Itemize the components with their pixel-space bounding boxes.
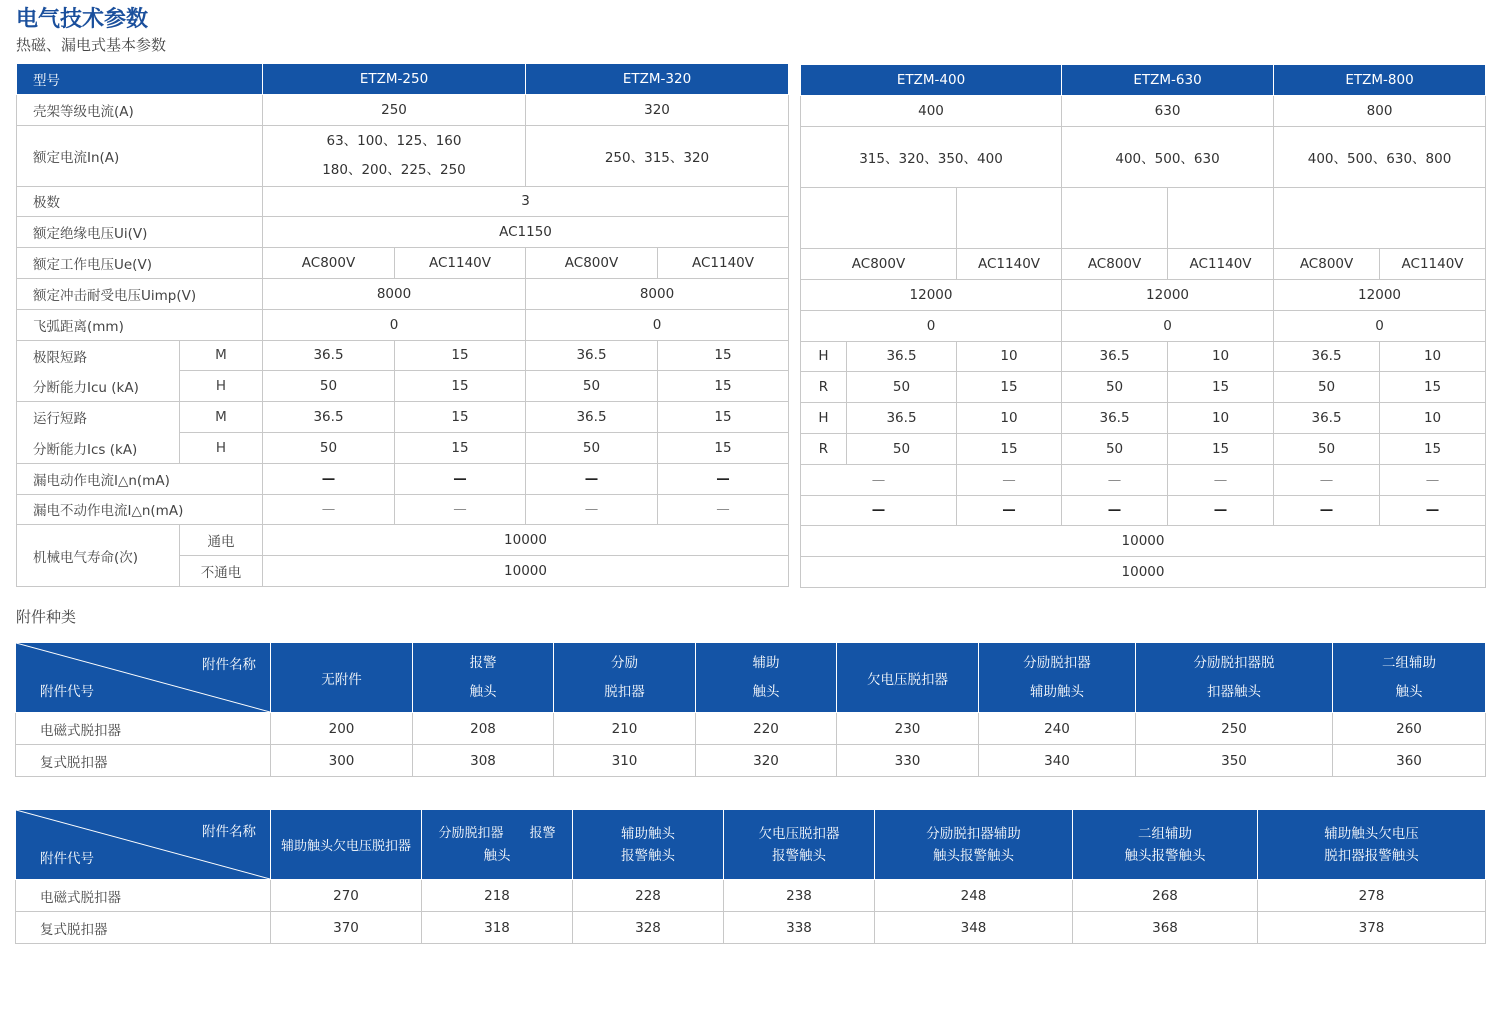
row-label: 电磁式脱扣器 — [16, 713, 271, 745]
cell-type: M — [180, 402, 263, 433]
table-row — [17, 402, 789, 433]
cell-type: H — [801, 341, 847, 372]
table-row — [16, 912, 1486, 944]
table-row — [17, 494, 789, 525]
cell: 3 — [263, 186, 789, 217]
cell-line: 63、100、125、160 — [326, 132, 462, 149]
table-row — [16, 880, 1486, 912]
header-line: 报警触头 — [772, 847, 826, 864]
row-label: 飞弧距离(mm) — [17, 309, 263, 340]
table-row — [801, 372, 1486, 403]
cell: — — [1168, 495, 1274, 526]
header-line: 辅助触头欠电压 — [1324, 825, 1419, 842]
cell: 400 — [801, 95, 1062, 126]
cell — [1274, 187, 1486, 218]
row-label: 电磁式脱扣器 — [16, 880, 271, 912]
cell: 50 — [1062, 372, 1168, 403]
header-line: 扣器触头 — [1207, 683, 1261, 700]
cell: 15 — [1168, 433, 1274, 464]
cell: 50 — [1274, 372, 1380, 403]
column-header — [573, 810, 724, 880]
column-header — [413, 643, 554, 713]
corner-name: 附件名称 — [202, 657, 256, 673]
accessories-table-2 — [15, 809, 1486, 944]
cell: — — [957, 464, 1062, 495]
header-line: 触头 — [1395, 683, 1423, 700]
cell: 220 — [696, 713, 837, 745]
model-header: ETZM-400 — [801, 65, 1062, 96]
row-label: 极限短路 — [17, 340, 180, 371]
cell: 310 — [554, 745, 696, 777]
cell: 15 — [957, 433, 1062, 464]
header-line: 触头报警触头 — [1124, 847, 1206, 864]
cell: 370 — [271, 912, 422, 944]
corner-code: 附件代号 — [40, 851, 94, 867]
table-row — [801, 65, 1486, 96]
table-row — [17, 217, 789, 248]
cell: 315、320、350、400 — [801, 126, 1062, 187]
header-line: 分励脱扣器脱 — [1193, 654, 1275, 671]
cell: 338 — [724, 912, 875, 944]
cell: AC800V — [526, 248, 658, 279]
cell: — — [1062, 495, 1168, 526]
cell — [957, 187, 1062, 218]
row-label: 额定冲击耐受电压Uimp(V) — [17, 278, 263, 309]
params-table-right — [800, 64, 1486, 588]
cell: AC800V — [1062, 249, 1168, 280]
corner-header — [16, 810, 271, 880]
cell: 50 — [263, 371, 395, 402]
cell: 320 — [696, 745, 837, 777]
cell: — — [263, 494, 395, 525]
cell: 218 — [422, 880, 573, 912]
cell — [1062, 218, 1168, 249]
table-row — [17, 432, 789, 463]
table-row — [801, 433, 1486, 464]
cell: — — [395, 494, 526, 525]
column-header — [696, 643, 837, 713]
cell: 320 — [526, 94, 789, 125]
header-line: 分励脱扣器 — [1023, 654, 1091, 671]
cell: 0 — [801, 310, 1062, 341]
cell: 250 — [263, 94, 526, 125]
row-label: 额定电流In(A) — [17, 125, 263, 186]
cell — [1062, 187, 1168, 218]
cell: AC1140V — [395, 248, 526, 279]
cell-type: R — [801, 433, 847, 464]
table-header-row — [16, 810, 1486, 880]
cell-type: 不通电 — [180, 556, 263, 587]
cell: 360 — [1333, 745, 1486, 777]
column-header — [1136, 643, 1333, 713]
page-subtitle: 热磁、漏电式基本参数 — [16, 36, 167, 54]
cell: 268 — [1073, 880, 1258, 912]
cell: 200 — [271, 713, 413, 745]
cell: — — [658, 494, 789, 525]
table-row — [17, 248, 789, 279]
page-title: 电气技术参数 — [16, 7, 149, 32]
table-row — [17, 278, 789, 309]
column-header — [1258, 810, 1486, 880]
cell: — — [1380, 464, 1486, 495]
cell: — — [1274, 464, 1380, 495]
cell: 8000 — [526, 278, 789, 309]
row-label: 复式脱扣器 — [16, 745, 271, 777]
cell: 50 — [526, 432, 658, 463]
cell: 300 — [271, 745, 413, 777]
cell: 340 — [979, 745, 1136, 777]
cell-line: 180、200、225、250 — [322, 161, 466, 178]
cell: 328 — [573, 912, 724, 944]
row-label: 额定绝缘电压Ui(V) — [17, 217, 263, 248]
cell: 228 — [573, 880, 724, 912]
cell: 36.5 — [263, 402, 395, 433]
corner-code: 附件代号 — [40, 684, 94, 700]
cell: 800 — [1274, 95, 1486, 126]
header-line: 二组辅助 — [1138, 825, 1192, 842]
header-line: 欠电压脱扣器 — [758, 825, 840, 842]
cell: 36.5 — [526, 402, 658, 433]
cell: 10 — [1168, 403, 1274, 434]
column-header — [1073, 810, 1258, 880]
row-label: 机械电气寿命(次) — [17, 525, 180, 587]
cell: 210 — [554, 713, 696, 745]
table-row — [17, 64, 789, 95]
header-line: 分励 — [611, 654, 638, 671]
header-line: 报警 — [469, 654, 497, 671]
table-row — [17, 371, 789, 402]
cell: — — [801, 464, 957, 495]
table-row — [801, 218, 1486, 249]
cell: 10000 — [801, 557, 1486, 588]
cell: AC800V — [1274, 249, 1380, 280]
cell: 348 — [875, 912, 1073, 944]
header-line: 触头 — [752, 683, 780, 700]
header-line: 触头报警触头 — [933, 847, 1014, 864]
column-header — [724, 810, 875, 880]
cell: 10 — [1380, 403, 1486, 434]
cell: 36.5 — [1274, 403, 1380, 434]
cell: 10000 — [801, 526, 1486, 557]
header-line: 辅助触头欠电压脱扣器 — [280, 839, 411, 854]
cell: 50 — [1274, 433, 1380, 464]
cell: 368 — [1073, 912, 1258, 944]
cell: — — [957, 495, 1062, 526]
cell: 50 — [847, 433, 957, 464]
cell: 36.5 — [1062, 341, 1168, 372]
cell: 230 — [837, 713, 979, 745]
cell: 8000 — [263, 278, 526, 309]
cell-type: R — [801, 372, 847, 403]
cell — [263, 125, 526, 186]
table-row — [801, 187, 1486, 218]
cell: 630 — [1062, 95, 1274, 126]
cell: — — [1380, 495, 1486, 526]
cell: 15 — [658, 371, 789, 402]
cell: 250 — [1136, 713, 1333, 745]
cell: 270 — [271, 880, 422, 912]
column-header — [422, 810, 573, 880]
cell: 12000 — [801, 279, 1062, 310]
table-row — [801, 403, 1486, 434]
column-header — [554, 643, 696, 713]
cell: 15 — [395, 432, 526, 463]
cell: 278 — [1258, 880, 1486, 912]
table-row — [801, 526, 1486, 557]
row-label: 复式脱扣器 — [16, 912, 271, 944]
cell: — — [263, 463, 395, 494]
accessories-table-1 — [15, 642, 1486, 777]
cell: 248 — [875, 880, 1073, 912]
cell: 378 — [1258, 912, 1486, 944]
cell: 318 — [422, 912, 573, 944]
corner-header — [16, 643, 271, 713]
cell: 15 — [957, 372, 1062, 403]
cell: 330 — [837, 745, 979, 777]
cell: 238 — [724, 880, 875, 912]
header-line: 欠电压脱扣器 — [867, 671, 948, 688]
cell: 10000 — [263, 556, 789, 587]
model-header: ETZM-630 — [1062, 65, 1274, 96]
cell: 50 — [526, 371, 658, 402]
column-header — [875, 810, 1073, 880]
header-line: 分励脱扣器辅助 — [926, 825, 1021, 842]
cell: AC1140V — [1380, 249, 1486, 280]
row-label: 运行短路 — [17, 402, 180, 433]
corner-name: 附件名称 — [202, 824, 256, 840]
cell: — — [658, 463, 789, 494]
cell: 10 — [957, 341, 1062, 372]
cell — [1168, 187, 1274, 218]
table-row — [17, 94, 789, 125]
table-row — [801, 279, 1486, 310]
cell — [957, 218, 1062, 249]
model-header: ETZM-250 — [263, 64, 526, 95]
header-line: 脱扣器报警触头 — [1324, 847, 1419, 864]
cell: 15 — [658, 402, 789, 433]
table-header-row — [16, 643, 1486, 713]
column-header — [271, 810, 422, 880]
cell: 15 — [1380, 433, 1486, 464]
row-label: 分断能力Icu (kA) — [17, 371, 180, 402]
column-header — [271, 643, 413, 713]
model-header: ETZM-320 — [526, 64, 789, 95]
column-header — [1333, 643, 1486, 713]
cell: 10 — [1380, 341, 1486, 372]
cell: 308 — [413, 745, 554, 777]
cell: — — [1168, 464, 1274, 495]
cell: 15 — [658, 432, 789, 463]
header-line: 报警触头 — [621, 847, 675, 864]
header-line: 辅助触头 — [1030, 683, 1084, 700]
cell: — — [526, 494, 658, 525]
cell — [1168, 218, 1274, 249]
table-row — [17, 525, 789, 556]
row-label: 额定工作电压Ue(V) — [17, 248, 263, 279]
table-row — [801, 95, 1486, 126]
cell-type: H — [180, 432, 263, 463]
cell: 50 — [847, 372, 957, 403]
cell: 50 — [1062, 433, 1168, 464]
table-row — [801, 495, 1486, 526]
cell-type: H — [801, 403, 847, 434]
cell: 15 — [1380, 372, 1486, 403]
table-row — [16, 745, 1486, 777]
table-row — [17, 340, 789, 371]
cell: — — [1062, 464, 1168, 495]
table-row — [801, 557, 1486, 588]
cell: 36.5 — [526, 340, 658, 371]
table-row — [17, 186, 789, 217]
cell: 15 — [1168, 372, 1274, 403]
cell: AC1140V — [1168, 249, 1274, 280]
row-label: 极数 — [17, 186, 263, 217]
model-label: 型号 — [17, 64, 263, 95]
cell: — — [801, 495, 957, 526]
cell: 36.5 — [847, 403, 957, 434]
table-row — [801, 310, 1486, 341]
cell: AC800V — [263, 248, 395, 279]
cell: AC1150 — [263, 217, 789, 248]
row-label: 漏电动作电流I△n(mA) — [17, 463, 263, 494]
table-row — [801, 249, 1486, 280]
table-row — [801, 126, 1486, 187]
cell: 15 — [395, 371, 526, 402]
cell: 240 — [979, 713, 1136, 745]
cell: 10 — [957, 403, 1062, 434]
model-header: ETZM-800 — [1274, 65, 1486, 96]
table-row — [17, 125, 789, 186]
table-row — [17, 309, 789, 340]
column-header — [837, 643, 979, 713]
params-table-left — [16, 63, 789, 587]
header-line: 触头 — [483, 847, 511, 864]
cell: 12000 — [1274, 279, 1486, 310]
header-line: 分励脱扣器 报警 — [438, 825, 556, 841]
table-row — [17, 463, 789, 494]
header-line: 无附件 — [321, 671, 362, 688]
cell: AC1140V — [658, 248, 789, 279]
cell: — — [1274, 495, 1380, 526]
cell: 350 — [1136, 745, 1333, 777]
cell: 0 — [263, 309, 526, 340]
cell: 15 — [395, 340, 526, 371]
cell: 400、500、630、800 — [1274, 126, 1486, 187]
cell: 15 — [395, 402, 526, 433]
header-line: 二组辅助 — [1382, 654, 1436, 671]
row-label: 漏电不动作电流I△n(mA) — [17, 494, 263, 525]
cell: — — [526, 463, 658, 494]
cell-type: M — [180, 340, 263, 371]
header-line: 辅助触头 — [621, 825, 675, 842]
cell: 36.5 — [847, 341, 957, 372]
cell-type: 通电 — [180, 525, 263, 556]
cell: — — [395, 463, 526, 494]
cell: 36.5 — [1274, 341, 1380, 372]
table-row — [16, 713, 1486, 745]
header-line: 辅助 — [752, 654, 780, 671]
cell: 250、315、320 — [526, 125, 789, 186]
cell: 10 — [1168, 341, 1274, 372]
cell-type: H — [180, 371, 263, 402]
row-label: 分断能力Ics (kA) — [17, 432, 180, 463]
section-title: 附件种类 — [16, 608, 77, 626]
cell: 36.5 — [1062, 403, 1168, 434]
cell: 36.5 — [263, 340, 395, 371]
table-row — [801, 464, 1486, 495]
cell: 10000 — [263, 525, 789, 556]
cell: 208 — [413, 713, 554, 745]
cell: 12000 — [1062, 279, 1274, 310]
cell: 0 — [1062, 310, 1274, 341]
cell — [801, 218, 957, 249]
table-row — [801, 341, 1486, 372]
cell: 0 — [526, 309, 789, 340]
cell: AC1140V — [957, 249, 1062, 280]
cell: 15 — [658, 340, 789, 371]
cell: 400、500、630 — [1062, 126, 1274, 187]
cell: 260 — [1333, 713, 1486, 745]
cell: 50 — [263, 432, 395, 463]
cell — [801, 187, 957, 218]
cell: AC800V — [801, 249, 957, 280]
column-header — [979, 643, 1136, 713]
header-line: 触头 — [469, 683, 497, 700]
header-line: 脱扣器 — [604, 683, 645, 700]
row-label: 壳架等级电流(A) — [17, 94, 263, 125]
cell: 0 — [1274, 310, 1486, 341]
cell — [1274, 218, 1486, 249]
